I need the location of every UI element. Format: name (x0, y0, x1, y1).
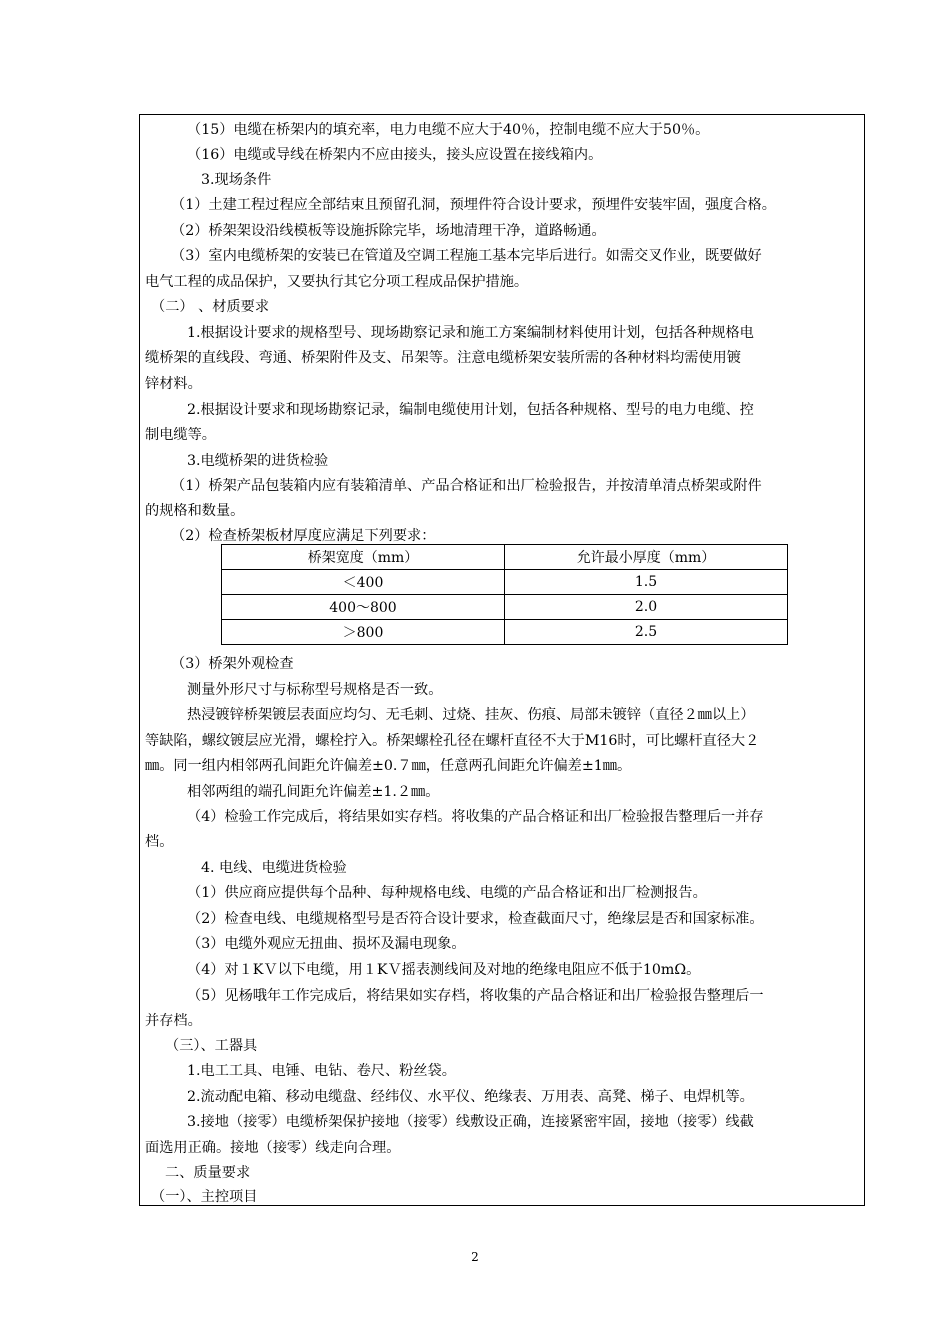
section-heading: （一）、主控项目 (151, 1189, 258, 1205)
section-heading: 3.电缆桥架的进货检验 (187, 453, 329, 469)
section-heading: （二） 、材质要求 (151, 299, 270, 315)
text-line: 1.电工工具、电锤、电钻、卷尺、粉丝袋。 (187, 1063, 456, 1079)
text-line: 面选用正确。接地（接零）线走向合理。 (145, 1140, 401, 1156)
table-cell: 400～800 (222, 595, 505, 620)
text-line: 的规格和数量。 (145, 503, 245, 519)
thickness-table (221, 544, 788, 645)
text-line: 档。 (145, 834, 174, 850)
text-line: （1）桥架产品包装箱内应有装箱清单、产品合格证和出厂检验报告，并按清单清点桥架或附件 (171, 478, 762, 494)
text-line: （4）对１KＶ以下电缆，用１KＶ摇表测线间及对地的绝缘电阻应不低于10mΩ。 (187, 962, 701, 978)
text-line: （2）检查电线、电缆规格型号是否符合设计要求，检查截面尺寸，绝缘层是否和国家标准。 (187, 911, 764, 927)
table-cell: ＞800 (222, 620, 505, 645)
table-header-cell: 允许最小厚度（mm） (505, 545, 788, 570)
text-line: 相邻两组的端孔间距允许偏差±1.２㎜。 (187, 784, 440, 800)
text-line: （1）供应商应提供每个品种、每种规格电线、电缆的产品合格证和出厂检测报告。 (187, 885, 707, 901)
text-line: （5）见杨哦年工作完成后，将结果如实存档，将收集的产品合格证和出厂检验报告整理后一 (187, 988, 764, 1004)
page-number: 2 (471, 1250, 479, 1264)
section-heading: 二、质量要求 (165, 1165, 251, 1181)
text-line: 3.接地（接零）电缆桥架保护接地（接零）线敷设正确，连接紧密牢固，接地（接零）线截 (187, 1114, 754, 1130)
section-heading: 3.现场条件 (201, 172, 272, 188)
document-frame (139, 114, 865, 1206)
text-line: 热浸镀锌桥架镀层表面应均匀、无毛刺、过烧、挂灰、伤痕、局部未镀锌（直径２㎜以上） (187, 707, 755, 723)
text-line: （3）桥架外观检查 (171, 656, 294, 672)
section-heading: 4. 电线、电缆进货检验 (201, 860, 347, 876)
text-line: 锌材料。 (145, 376, 202, 392)
text-line: 测量外形尺寸与标称型号规格是否一致。 (187, 682, 443, 698)
text-line: ㎜。同一组内相邻两孔间距允许偏差±0.７㎜，任意两孔间距允许偏差±1㎜。 (145, 758, 632, 774)
text-line: （3）电缆外观应无扭曲、损坏及漏电现象。 (187, 936, 466, 952)
table-row (222, 620, 788, 645)
table-header-row (222, 545, 788, 570)
text-line: 电气工程的成品保护，又要执行其它分项工程成品保护措施。 (145, 274, 529, 290)
section-heading: （三）、工器具 (165, 1038, 258, 1054)
text-line: 缆桥架的直线段、弯通、桥架附件及支、吊架等。注意电缆桥架安装所需的各种材料均需使用镀 (145, 350, 741, 366)
table-cell: 2.0 (505, 595, 788, 620)
table-row (222, 570, 788, 595)
text-line: 制电缆等。 (145, 427, 216, 443)
table-header-cell: 桥架宽度（mm） (222, 545, 505, 570)
text-line: （2）检查桥架板材厚度应满足下列要求： (171, 528, 436, 544)
table-cell: 2.5 (505, 620, 788, 645)
text-line: （4）检验工作完成后，将结果如实存档。将收集的产品合格证和出厂检验报告整理后一并存 (187, 809, 764, 825)
text-line: 等缺陷，螺纹镀层应光滑，螺栓拧入。桥架螺栓孔径在螺杆直径不大于M16时，可比螺杆直径大２ (145, 733, 760, 749)
text-line: 2.根据设计要求和现场勘察记录，编制电缆使用计划，包括各种规格、型号的电力电缆、控 (187, 402, 754, 418)
text-line: 1.根据设计要求的规格型号、现场勘察记录和施工方案编制材料使用计划，包括各种规格电 (187, 325, 754, 341)
table-cell: ＜400 (222, 570, 505, 595)
text-line: 并存档。 (145, 1013, 202, 1029)
text-line: 2.流动配电箱、移动电缆盘、经纬仪、水平仪、绝缘表、万用表、高凳、梯子、电焊机等。 (187, 1089, 754, 1105)
text-line: （15）电缆在桥架内的填充率，电力电缆不应大于40％，控制电缆不应大于50％。 (187, 122, 710, 138)
text-line: （1）土建工程过程应全部结束且预留孔洞，预埋件符合设计要求，预埋件安装牢固，强度合格。 (171, 197, 776, 213)
table-row (222, 595, 788, 620)
text-line: （3）室内电缆桥架的安装已在管道及空调工程施工基本完毕后进行。如需交叉作业，既要做好 (171, 248, 762, 264)
text-line: （16）电缆或导线在桥架内不应由接头，接头应设置在接线箱内。 (187, 147, 603, 163)
table-cell: 1.5 (505, 570, 788, 595)
text-line: （2）桥架架设沿线模板等设施拆除完毕，场地清理干净，道路畅通。 (171, 223, 606, 239)
